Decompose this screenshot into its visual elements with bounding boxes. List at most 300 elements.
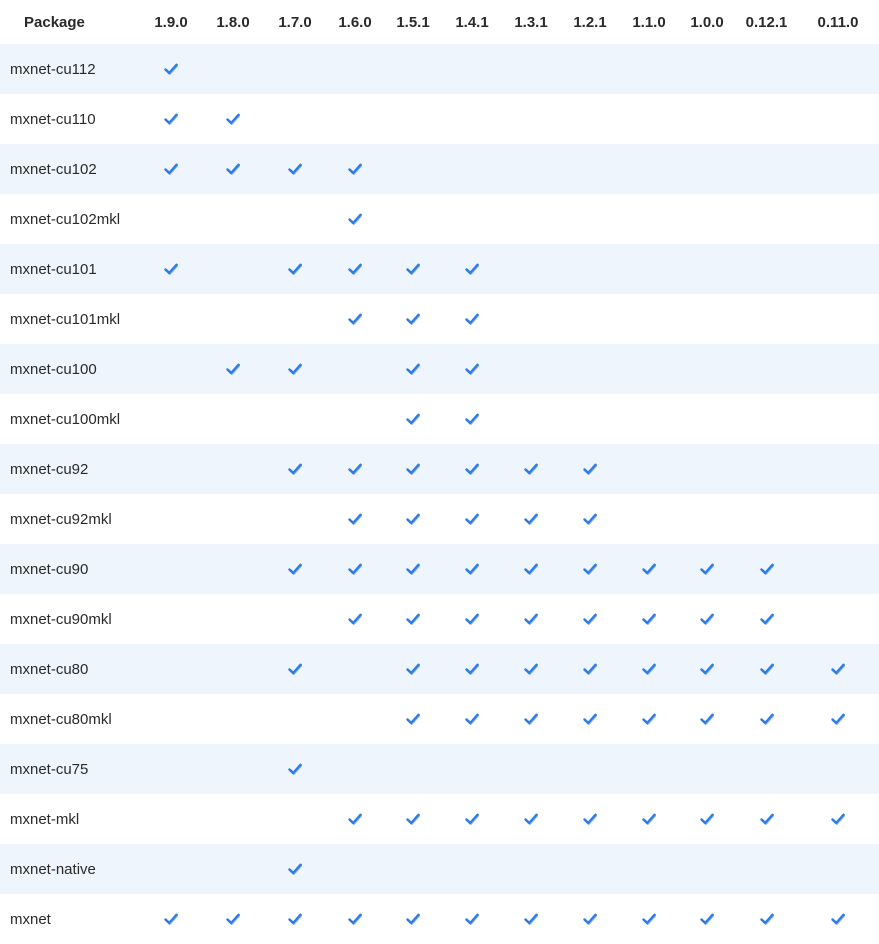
support-cell xyxy=(502,144,560,194)
support-cell xyxy=(502,844,560,894)
support-cell xyxy=(264,794,326,844)
check-icon xyxy=(760,563,774,575)
package-name: mxnet-cu100 xyxy=(0,344,140,394)
check-icon xyxy=(524,513,538,525)
support-cell xyxy=(326,344,384,394)
check-icon xyxy=(288,763,302,775)
check-icon xyxy=(524,913,538,925)
version-column-header: 1.1.0 xyxy=(620,0,678,44)
check-icon xyxy=(406,313,420,325)
package-name: mxnet-cu110 xyxy=(0,94,140,144)
support-cell xyxy=(678,644,736,694)
version-column-header: 1.5.1 xyxy=(384,0,442,44)
support-cell xyxy=(140,494,202,544)
check-icon xyxy=(348,213,362,225)
support-cell xyxy=(442,844,502,894)
support-cell xyxy=(560,444,620,494)
support-cell xyxy=(678,394,736,444)
support-cell xyxy=(502,694,560,744)
support-cell xyxy=(797,694,879,744)
support-cell xyxy=(678,844,736,894)
support-cell xyxy=(202,744,264,794)
support-cell xyxy=(502,194,560,244)
support-cell xyxy=(797,94,879,144)
check-icon xyxy=(465,613,479,625)
support-cell xyxy=(560,344,620,394)
check-icon xyxy=(226,163,240,175)
support-cell xyxy=(442,94,502,144)
check-icon xyxy=(760,663,774,675)
support-cell xyxy=(502,544,560,594)
support-cell xyxy=(797,844,879,894)
table-row xyxy=(0,794,879,844)
support-cell xyxy=(678,544,736,594)
support-cell xyxy=(264,94,326,144)
support-cell xyxy=(140,544,202,594)
support-cell xyxy=(202,644,264,694)
version-column-header: 1.2.1 xyxy=(560,0,620,44)
support-cell xyxy=(264,394,326,444)
check-icon xyxy=(700,813,714,825)
check-icon xyxy=(700,613,714,625)
check-icon xyxy=(164,163,178,175)
support-cell xyxy=(678,244,736,294)
support-cell xyxy=(560,694,620,744)
support-cell xyxy=(560,844,620,894)
support-cell xyxy=(442,244,502,294)
support-cell xyxy=(140,194,202,244)
check-icon xyxy=(465,363,479,375)
check-icon xyxy=(406,413,420,425)
support-cell xyxy=(502,244,560,294)
support-cell xyxy=(202,844,264,894)
check-icon xyxy=(288,263,302,275)
support-cell xyxy=(140,244,202,294)
support-cell xyxy=(384,44,442,94)
package-name: mxnet-cu101 xyxy=(0,244,140,294)
support-cell xyxy=(384,644,442,694)
check-icon xyxy=(288,863,302,875)
support-cell xyxy=(326,694,384,744)
support-cell xyxy=(384,344,442,394)
support-cell xyxy=(560,594,620,644)
version-column-header: 0.12.1 xyxy=(736,0,797,44)
support-cell xyxy=(442,544,502,594)
check-icon xyxy=(760,713,774,725)
support-cell xyxy=(736,444,797,494)
support-cell xyxy=(797,244,879,294)
check-icon xyxy=(760,613,774,625)
check-icon xyxy=(524,563,538,575)
check-icon xyxy=(348,613,362,625)
support-cell xyxy=(140,794,202,844)
support-cell xyxy=(326,244,384,294)
check-icon xyxy=(226,113,240,125)
package-column-header: Package xyxy=(0,0,140,44)
support-cell xyxy=(502,744,560,794)
check-icon xyxy=(465,413,479,425)
version-column-header: 1.8.0 xyxy=(202,0,264,44)
support-cell xyxy=(140,294,202,344)
support-cell xyxy=(384,444,442,494)
support-cell xyxy=(560,44,620,94)
support-cell xyxy=(502,594,560,644)
table-row xyxy=(0,294,879,344)
support-cell xyxy=(620,444,678,494)
support-cell xyxy=(264,644,326,694)
version-column-header: 1.9.0 xyxy=(140,0,202,44)
support-cell xyxy=(202,194,264,244)
version-column-header: 1.0.0 xyxy=(678,0,736,44)
support-cell xyxy=(442,144,502,194)
support-cell xyxy=(442,644,502,694)
support-cell xyxy=(326,394,384,444)
support-cell xyxy=(326,44,384,94)
support-cell xyxy=(502,394,560,444)
support-cell xyxy=(736,394,797,444)
support-cell xyxy=(560,244,620,294)
support-cell xyxy=(678,444,736,494)
header-row xyxy=(0,0,879,44)
support-cell xyxy=(442,744,502,794)
support-cell xyxy=(442,194,502,244)
support-cell xyxy=(560,794,620,844)
support-cell xyxy=(384,894,442,944)
support-cell xyxy=(502,444,560,494)
support-cell xyxy=(620,294,678,344)
support-cell xyxy=(797,294,879,344)
table-row xyxy=(0,544,879,594)
support-cell xyxy=(264,144,326,194)
package-name: mxnet-cu100mkl xyxy=(0,394,140,444)
support-cell xyxy=(264,594,326,644)
support-cell xyxy=(797,894,879,944)
package-name: mxnet-cu80 xyxy=(0,644,140,694)
check-icon xyxy=(465,813,479,825)
check-icon xyxy=(642,913,656,925)
check-icon xyxy=(288,363,302,375)
version-column-header: 0.11.0 xyxy=(797,0,879,44)
check-icon xyxy=(465,713,479,725)
support-cell xyxy=(326,294,384,344)
support-cell xyxy=(560,194,620,244)
support-cell xyxy=(797,444,879,494)
support-cell xyxy=(264,744,326,794)
support-cell xyxy=(502,44,560,94)
support-cell xyxy=(560,394,620,444)
support-cell xyxy=(202,344,264,394)
table-body xyxy=(0,44,879,944)
version-column-header: 1.6.0 xyxy=(326,0,384,44)
support-cell xyxy=(736,494,797,544)
table-row xyxy=(0,894,879,944)
support-cell xyxy=(560,744,620,794)
support-cell xyxy=(264,544,326,594)
check-icon xyxy=(288,663,302,675)
package-name: mxnet xyxy=(0,894,140,944)
support-cell xyxy=(326,744,384,794)
check-icon xyxy=(226,363,240,375)
check-icon xyxy=(700,563,714,575)
support-cell xyxy=(442,294,502,344)
table-row xyxy=(0,844,879,894)
support-cell xyxy=(797,194,879,244)
support-cell xyxy=(202,44,264,94)
check-icon xyxy=(348,263,362,275)
support-cell xyxy=(620,44,678,94)
support-cell xyxy=(560,144,620,194)
support-cell xyxy=(797,394,879,444)
support-cell xyxy=(736,744,797,794)
package-name: mxnet-cu92mkl xyxy=(0,494,140,544)
support-cell xyxy=(620,744,678,794)
support-cell xyxy=(140,744,202,794)
support-cell xyxy=(620,394,678,444)
check-icon xyxy=(700,913,714,925)
support-cell xyxy=(264,244,326,294)
support-cell xyxy=(678,44,736,94)
support-cell xyxy=(442,394,502,444)
support-cell xyxy=(140,594,202,644)
support-cell xyxy=(678,144,736,194)
package-name: mxnet-cu75 xyxy=(0,744,140,794)
check-icon xyxy=(348,513,362,525)
support-cell xyxy=(326,444,384,494)
support-cell xyxy=(797,44,879,94)
support-cell xyxy=(326,144,384,194)
support-cell xyxy=(326,94,384,144)
support-cell xyxy=(202,594,264,644)
check-icon xyxy=(465,313,479,325)
check-icon xyxy=(406,913,420,925)
check-icon xyxy=(642,563,656,575)
support-cell xyxy=(326,494,384,544)
table-row xyxy=(0,144,879,194)
support-cell xyxy=(620,694,678,744)
support-cell xyxy=(560,94,620,144)
check-icon xyxy=(348,163,362,175)
support-cell xyxy=(384,494,442,544)
check-icon xyxy=(760,913,774,925)
package-name: mxnet-cu101mkl xyxy=(0,294,140,344)
support-cell xyxy=(140,94,202,144)
support-cell xyxy=(797,644,879,694)
version-column-header: 1.7.0 xyxy=(264,0,326,44)
support-cell xyxy=(202,144,264,194)
check-icon xyxy=(524,463,538,475)
support-cell xyxy=(620,594,678,644)
version-column-header: 1.4.1 xyxy=(442,0,502,44)
support-cell xyxy=(502,494,560,544)
table-row xyxy=(0,594,879,644)
support-cell xyxy=(384,594,442,644)
support-cell xyxy=(202,544,264,594)
table-row xyxy=(0,344,879,394)
support-cell xyxy=(620,644,678,694)
support-cell xyxy=(326,644,384,694)
support-cell xyxy=(326,594,384,644)
table-row xyxy=(0,44,879,94)
check-icon xyxy=(465,663,479,675)
version-column-header: 1.3.1 xyxy=(502,0,560,44)
check-icon xyxy=(583,913,597,925)
support-cell xyxy=(797,344,879,394)
check-icon xyxy=(465,463,479,475)
check-icon xyxy=(406,513,420,525)
support-cell xyxy=(797,794,879,844)
support-cell xyxy=(326,894,384,944)
support-cell xyxy=(620,244,678,294)
check-icon xyxy=(226,913,240,925)
support-cell xyxy=(736,694,797,744)
support-cell xyxy=(264,444,326,494)
support-cell xyxy=(264,44,326,94)
check-icon xyxy=(465,263,479,275)
support-cell xyxy=(384,744,442,794)
support-cell xyxy=(384,844,442,894)
support-cell xyxy=(736,94,797,144)
table-row xyxy=(0,744,879,794)
support-cell xyxy=(502,644,560,694)
support-cell xyxy=(384,94,442,144)
support-cell xyxy=(384,294,442,344)
check-icon xyxy=(348,813,362,825)
support-cell xyxy=(736,544,797,594)
check-icon xyxy=(583,713,597,725)
check-icon xyxy=(524,813,538,825)
check-icon xyxy=(465,513,479,525)
support-cell xyxy=(202,94,264,144)
table-row xyxy=(0,394,879,444)
check-icon xyxy=(465,563,479,575)
check-icon xyxy=(288,463,302,475)
support-cell xyxy=(620,194,678,244)
support-cell xyxy=(326,194,384,244)
support-cell xyxy=(678,194,736,244)
support-cell xyxy=(620,344,678,394)
support-cell xyxy=(678,744,736,794)
table-row xyxy=(0,94,879,144)
check-icon xyxy=(831,713,845,725)
support-cell xyxy=(736,594,797,644)
support-cell xyxy=(502,894,560,944)
check-icon xyxy=(524,713,538,725)
support-cell xyxy=(264,194,326,244)
check-icon xyxy=(348,913,362,925)
table-row xyxy=(0,494,879,544)
support-cell xyxy=(140,644,202,694)
check-icon xyxy=(406,463,420,475)
support-cell xyxy=(442,694,502,744)
check-icon xyxy=(164,263,178,275)
package-name: mxnet-native xyxy=(0,844,140,894)
support-cell xyxy=(202,394,264,444)
check-icon xyxy=(164,63,178,75)
support-cell xyxy=(502,794,560,844)
support-cell xyxy=(202,694,264,744)
support-cell xyxy=(264,494,326,544)
support-cell xyxy=(202,794,264,844)
support-cell xyxy=(140,444,202,494)
support-cell xyxy=(140,694,202,744)
support-cell xyxy=(326,544,384,594)
support-cell xyxy=(797,144,879,194)
support-cell xyxy=(736,194,797,244)
support-cell xyxy=(264,694,326,744)
check-icon xyxy=(288,163,302,175)
support-cell xyxy=(678,894,736,944)
support-cell xyxy=(620,794,678,844)
support-cell xyxy=(502,294,560,344)
table-row xyxy=(0,644,879,694)
support-cell xyxy=(140,844,202,894)
check-icon xyxy=(406,713,420,725)
check-icon xyxy=(642,613,656,625)
support-cell xyxy=(264,294,326,344)
check-icon xyxy=(406,813,420,825)
check-icon xyxy=(831,663,845,675)
support-cell xyxy=(442,444,502,494)
support-cell xyxy=(560,494,620,544)
support-cell xyxy=(326,844,384,894)
table-row xyxy=(0,694,879,744)
package-name: mxnet-cu102mkl xyxy=(0,194,140,244)
support-cell xyxy=(620,844,678,894)
support-cell xyxy=(678,794,736,844)
support-cell xyxy=(140,144,202,194)
support-cell xyxy=(502,94,560,144)
support-cell xyxy=(140,394,202,444)
support-cell xyxy=(384,244,442,294)
check-icon xyxy=(288,563,302,575)
support-cell xyxy=(560,294,620,344)
support-cell xyxy=(678,94,736,144)
support-cell xyxy=(202,294,264,344)
support-cell xyxy=(264,894,326,944)
support-cell xyxy=(620,144,678,194)
support-cell xyxy=(140,344,202,394)
check-icon xyxy=(583,463,597,475)
support-cell xyxy=(678,294,736,344)
support-cell xyxy=(678,694,736,744)
support-cell xyxy=(620,544,678,594)
support-cell xyxy=(202,444,264,494)
support-cell xyxy=(736,644,797,694)
support-cell xyxy=(384,144,442,194)
support-cell xyxy=(384,394,442,444)
package-name: mxnet-mkl xyxy=(0,794,140,844)
support-cell xyxy=(264,844,326,894)
support-cell xyxy=(140,894,202,944)
check-icon xyxy=(760,813,774,825)
check-icon xyxy=(164,913,178,925)
support-cell xyxy=(502,344,560,394)
support-cell xyxy=(384,794,442,844)
package-name: mxnet-cu112 xyxy=(0,44,140,94)
check-icon xyxy=(406,663,420,675)
check-icon xyxy=(583,813,597,825)
support-cell xyxy=(736,344,797,394)
support-cell xyxy=(736,244,797,294)
support-cell xyxy=(797,744,879,794)
check-icon xyxy=(524,663,538,675)
check-icon xyxy=(465,913,479,925)
support-cell xyxy=(442,344,502,394)
check-icon xyxy=(642,813,656,825)
check-icon xyxy=(831,813,845,825)
support-cell xyxy=(678,494,736,544)
support-cell xyxy=(202,494,264,544)
